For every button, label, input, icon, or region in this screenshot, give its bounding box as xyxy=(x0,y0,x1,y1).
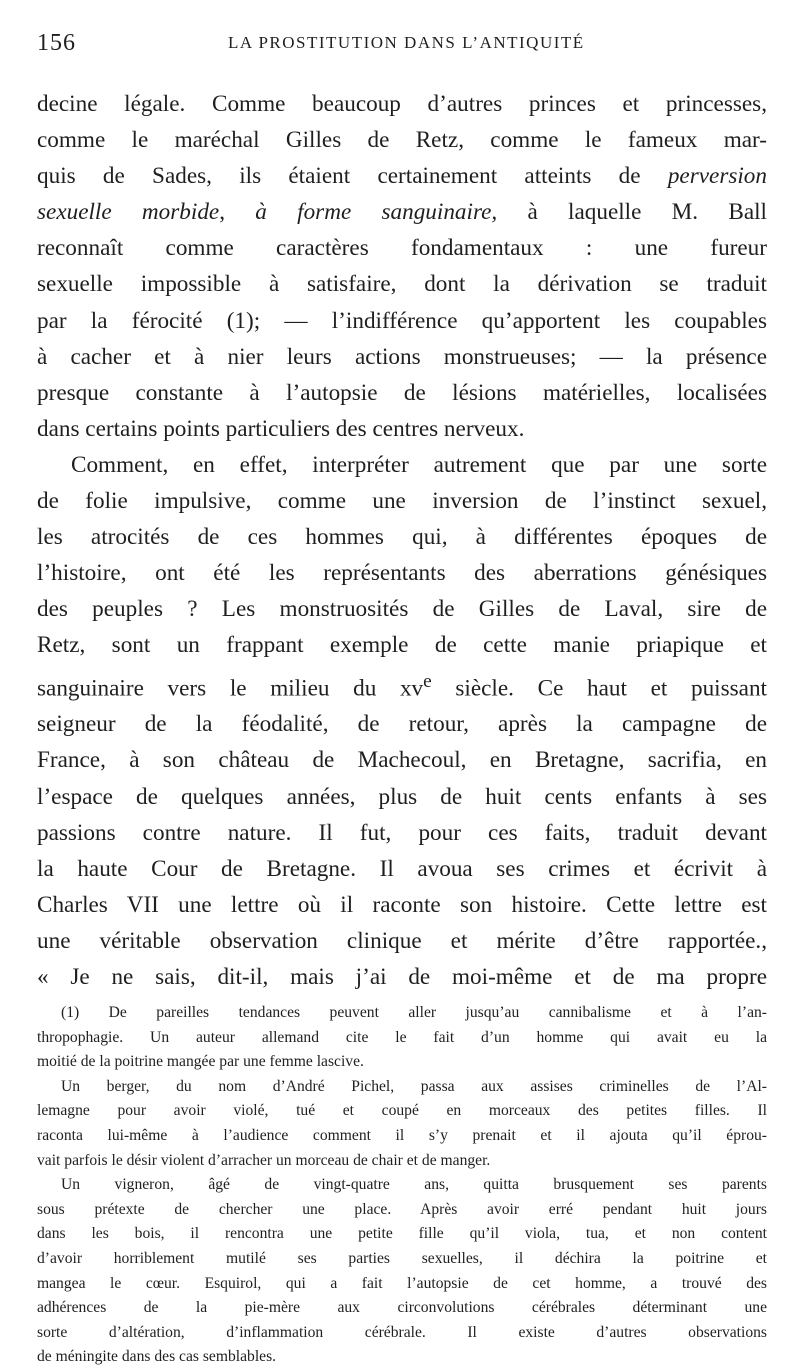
italic-term: à forme sanguinaire, xyxy=(255,199,498,226)
book-page xyxy=(37,30,767,1370)
body-line-text: siècle. Ce haut et puissant xyxy=(431,675,767,702)
body-line: à cacher et à nier leurs actions monstrueuses; — la présence xyxy=(37,343,767,370)
footnote-line: dans les bois, il rencontra une petite fille qu’il viola, tua, et non content xyxy=(37,1225,767,1243)
body-line: presque constante à l’autopsie de lésions matérielles, localisées xyxy=(37,379,767,406)
body-line: « Je ne sais, dit-il, mais j’ai de moi-même et de ma propre xyxy=(37,963,767,990)
footnote-line: raconta lui-même à l’audience comment il s’y prenait et il ajouta qu’il éprou- xyxy=(37,1127,767,1145)
body-line: une véritable observation clinique et mérite d’être rapportée., xyxy=(37,927,767,954)
footnote-line: sous prétexte de chercher une place. Après avoir erré pendant huit jours xyxy=(37,1200,767,1218)
footnote-line: adhérences de la pie-mère aux circonvolutions cérébrales déterminant une xyxy=(37,1299,767,1317)
footnote-line: sorte d’altération, d’inflammation cérébrale. Il existe d’autres observations xyxy=(37,1323,767,1341)
superscript: e xyxy=(423,670,432,692)
body-line: passions contre nature. Il fut, pour ces faits, traduit devant xyxy=(37,819,767,846)
body-line: comme le maréchal Gilles de Retz, comme le fameux mar- xyxy=(37,127,767,154)
italic-term: perversion xyxy=(667,163,767,190)
body-line: decine légale. Comme beaucoup d’autres princes et princesses, xyxy=(37,91,767,117)
body-line xyxy=(37,664,767,707)
footnote-line: mangea le cœur. Esquirol, qui a fait l’autopsie de cet homme, a trouvé des xyxy=(37,1274,767,1292)
body-line: des peuples ? Les monstruosités de Gilles de Laval, sire de xyxy=(37,596,767,623)
footnote-line: d’avoir horriblement mutilé ses parties sexuelles, il déchira la poitrine et xyxy=(37,1250,767,1268)
italic-term: sexuelle morbide xyxy=(37,199,220,226)
body-line: l’histoire, ont été les représentants des aberrations génésiques xyxy=(37,560,767,587)
footnote-line: thropophagie. Un auteur allemand cite le fait d’un homme qui avait eu la xyxy=(37,1028,767,1046)
body-line: sexuelle impossible à satisfaire, dont la dérivation se traduit xyxy=(37,271,767,298)
body-line: l’espace de quelques années, plus de huit cents enfants à ses xyxy=(37,783,767,810)
footnote-line: moitié de la poitrine mangée par une femme lascive. xyxy=(37,1053,364,1071)
body-line: seigneur de la féodalité, de retour, après la campagne de xyxy=(37,711,767,738)
body-line xyxy=(37,158,767,194)
body-line: par la férocité (1); — l’indifférence qu’apportent les coupables xyxy=(37,307,767,334)
body-line: reconnaît comme caractères fondamentaux : une fureur xyxy=(37,235,767,262)
body-line-text: , xyxy=(219,199,256,226)
body-line: Retz, sont un frappant exemple de cette manie priapique et xyxy=(37,632,767,659)
running-head xyxy=(37,30,767,66)
body-line: France, à son château de Machecoul, en Bretagne, sacrifia, en xyxy=(37,747,767,774)
body-line-text: quis de Sades, ils étaient certainement atteints de xyxy=(37,163,668,190)
body-line: Comment, en effet, interpréter autrement que par une sorte xyxy=(71,451,767,478)
body-line-text: à laquelle M. Ball xyxy=(497,199,767,226)
body-line: la haute Cour de Bretagne. Il avoua ses crimes et écrivit à xyxy=(37,855,767,882)
footnote-line: lemagne pour avoir violé, tué et coupé en morceaux des petites filles. Il xyxy=(37,1102,767,1120)
body-text xyxy=(37,86,767,995)
footnote-line: Un berger, du nom d’André Pichel, passa aux assises criminelles de l’Al- xyxy=(61,1077,767,1095)
body-line: Charles VII une lettre où il raconte son histoire. Cette lettre est xyxy=(37,891,767,918)
footnote-line: de méningite dans des cas semblables. xyxy=(37,1348,277,1366)
body-line-text: sanguinaire vers le milieu du xv xyxy=(37,675,424,702)
running-title: LA PROSTITUTION DANS L’ANTIQUITÉ xyxy=(228,33,585,52)
body-line xyxy=(37,194,767,230)
footnote-line: (1) De pareilles tendances peuvent aller jusqu’au cannibalisme et à l’an- xyxy=(61,1004,767,1022)
body-line: de folie impulsive, comme une inversion de l’instinct sexuel, xyxy=(37,488,767,515)
body-line: dans certains points particuliers des centres nerveux. xyxy=(37,415,525,442)
footnotes xyxy=(37,1001,767,1370)
body-line: les atrocités de ces hommes qui, à différentes époques de xyxy=(37,524,767,551)
footnote-line: Un vigneron, âgé de vingt-quatre ans, quitta brusquement ses parents xyxy=(61,1176,767,1194)
footnote-line: vait parfois le désir violent d’arracher un morceau de chair et de manger. xyxy=(37,1151,491,1169)
page-number: 156 xyxy=(37,30,76,56)
